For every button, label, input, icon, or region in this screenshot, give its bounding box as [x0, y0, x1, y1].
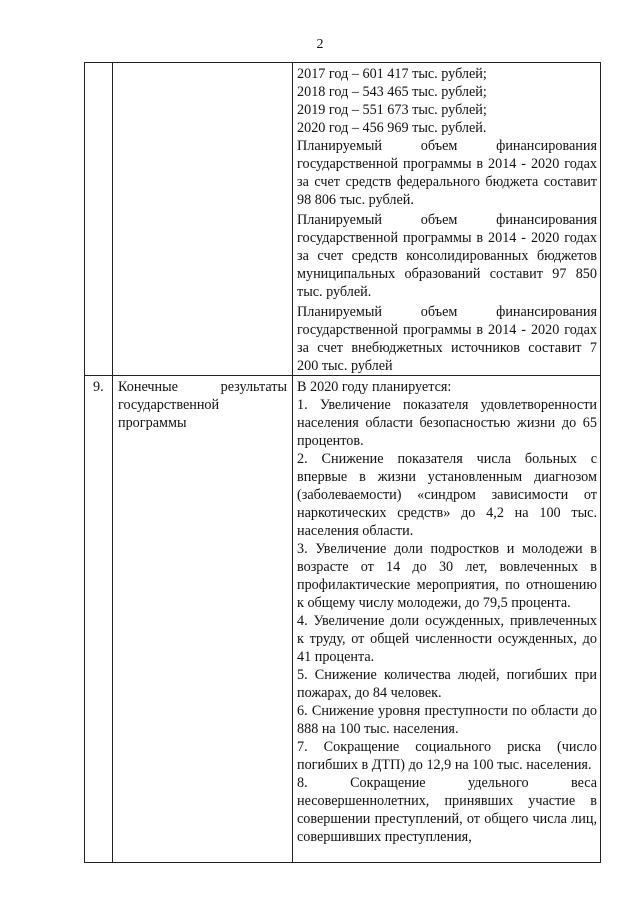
row-name: Конечные результаты государственной программы [118, 379, 287, 431]
result-item: 7. Сокращение социального риска (число погибших в ДТП) до 12,9 на 100 тыс. населения. [297, 739, 597, 773]
result-item: 8. Сокращение удельного веса несовершеннолетних, принявших участие в совершении преступлений, от общего числа лиц, совершивших преступления, [297, 775, 597, 845]
table-row-funding [85, 63, 601, 376]
funding-municipal-paragraph: Планируемый объем финансирования государственной программы в 2014 - 2020 годах за счет средств консолидированных бюджетов муниципальных образований составит 97 850 тыс. рублей. [297, 212, 597, 300]
funding-year-2017: 2017 год – 601 417 тыс. рублей; [297, 66, 487, 82]
row-number: 9. [93, 379, 104, 395]
funding-year-2018: 2018 год – 543 465 тыс. рублей; [297, 84, 487, 100]
result-item: 4. Увеличение доли осужденных, привлеченных к труду, от общей численности осужденных, до 41 процента. [297, 613, 597, 665]
results-content-cell [293, 376, 601, 863]
program-passport-table [84, 62, 601, 863]
result-item: 6. Снижение уровня преступности по области до 888 на 100 тыс. населения. [297, 703, 597, 737]
table-row-results [85, 376, 601, 863]
row-name-cell [113, 376, 293, 863]
page-number: 2 [316, 37, 324, 52]
funding-year-2019: 2019 год – 551 673 тыс. рублей; [297, 102, 487, 118]
row-number-cell [85, 63, 113, 376]
funding-content-cell [293, 63, 601, 376]
result-item: 1. Увеличение показателя удовлетворенности населения области безопасностью жизни до 65 процентов. [297, 397, 597, 449]
result-item: 2. Снижение показателя числа больных с впервые в жизни установленным диагнозом (заболеваемости) «синдром зависимости от наркотических средств» до 4,2 на 100 тыс. населения области. [297, 451, 597, 539]
row-number-cell [85, 376, 113, 863]
funding-extrabudget-paragraph: Планируемый объем финансирования государственной программы в 2014 - 2020 годах за счет внебюджетных источников составит 7 200 тыс. рублей [297, 304, 597, 374]
results-intro: В 2020 году планируется: [297, 379, 452, 395]
result-item: 5. Снижение количества людей, погибших при пожарах, до 84 человек. [297, 667, 597, 701]
funding-year-2020: 2020 год – 456 969 тыс. рублей. [297, 120, 487, 136]
funding-federal-paragraph: Планируемый объем финансирования государственной программы в 2014 - 2020 годах за счет средств федерального бюджета составит 98 806 тыс. рублей. [297, 138, 597, 208]
result-item: 3. Увеличение доли подростков и молодежи в возрасте от 14 до 30 лет, вовлеченных в профилактические мероприятия, по отношению к общему числу молодежи, до 79,5 процента. [297, 541, 597, 611]
row-name-cell [113, 63, 293, 376]
